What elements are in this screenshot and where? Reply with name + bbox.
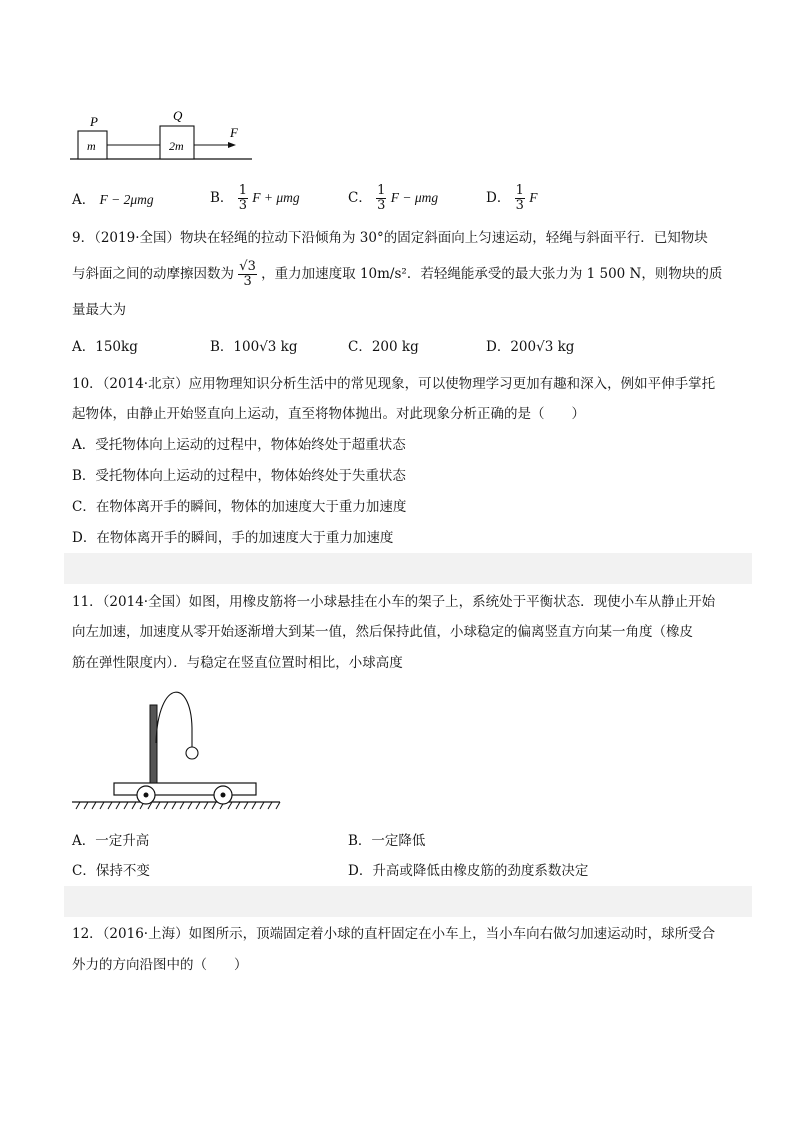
q12-line-2: 外力的方向沿图中的（ ） [72, 957, 248, 973]
q8-b-fraction: $\frac{1}{3}$ [238, 183, 247, 213]
cart-pendulum-diagram [70, 685, 285, 815]
q9-line-2-post: ，重力加速度取 10m/s²．若轻绳能承受的最大张力为 1 500 N，则物块的质 [261, 266, 723, 282]
q8-c-label: C． [348, 190, 372, 206]
q8-a-text: F − 2μmg [99, 192, 154, 207]
q9-line-1: 9．（2019·全国）物块在轻绳的拉动下沿倾角为 30°的固定斜面向上匀速运动，轻绳与斜面平行．已知物块 [72, 230, 708, 246]
q8-option-c[interactable] [348, 184, 438, 213]
q8-c-text: F − μmg [390, 190, 439, 205]
q9-line-2 [72, 260, 722, 289]
q11-line-3: 筋在弹性限度内）．与稳定在竖直位置时相比，小球高度 [72, 655, 403, 671]
q8-a-label: A． [72, 192, 96, 208]
q8-option-b[interactable] [210, 184, 300, 213]
q8-d-text: F [529, 190, 538, 205]
blocks-pulling-diagram [70, 108, 260, 170]
label-q: Q [173, 108, 183, 123]
force-label: F [230, 125, 238, 140]
q9-option-b[interactable]: B．100√3 kg [210, 339, 298, 355]
q8-b-text: F + μmg [252, 190, 300, 205]
q8-option-a[interactable] [72, 190, 154, 210]
answer-band-q11 [64, 886, 752, 917]
q10-option-b[interactable]: B．受托物体向上运动的过程中，物体始终处于失重状态 [72, 468, 406, 484]
q10-option-d[interactable]: D．在物体离开手的瞬间，手的加速度大于重力加速度 [72, 530, 394, 546]
q10-line-1: 10．（2014·北京）应用物理知识分析生活中的常见现象，可以使物理学习更加有趣和深入，例如平伸手掌托 [72, 376, 716, 392]
q8-b-label: B． [210, 190, 234, 206]
q8-option-d[interactable] [486, 184, 537, 213]
mass-p: m [87, 139, 96, 153]
q9-option-d[interactable]: D．200√3 kg [486, 339, 575, 355]
q9-line-2-pre: 与斜面之间的动摩擦因数为 [72, 266, 234, 282]
q9-option-a[interactable]: A．150kg [72, 339, 138, 355]
mass-q: 2m [169, 139, 184, 153]
q11-option-a[interactable]: A．一定升高 [72, 833, 150, 849]
q8-d-fraction: $\frac{1}{3}$ [515, 183, 524, 213]
q9-option-c[interactable]: C．200 kg [348, 339, 419, 355]
q11-line-2: 向左加速，加速度从零开始逐渐增大到某一值，然后保持此值，小球稳定的偏离竖直方向某一角度（橡皮 [72, 624, 693, 640]
q12-line-1: 12．（2016·上海）如图所示，顶端固定着小球的直杆固定在小车上，当小车向右做匀加速运动时，球所受合 [72, 926, 716, 942]
q10-option-c[interactable]: C．在物体离开手的瞬间，物体的加速度大于重力加速度 [72, 499, 407, 515]
label-p: P [90, 114, 98, 129]
q11-option-c[interactable]: C．保持不变 [72, 863, 150, 879]
q10-option-a[interactable]: A．受托物体向上运动的过程中，物体始终处于超重状态 [72, 437, 406, 453]
q11-line-1: 11．（2014·全国）如图，用橡皮筋将一小球悬挂在小车的架子上，系统处于平衡状态．现使小车从静止开始 [72, 594, 716, 610]
q11-option-d[interactable]: D．升高或降低由橡皮筋的劲度系数决定 [348, 863, 589, 879]
q11-option-b[interactable]: B．一定降低 [348, 833, 426, 849]
q8-c-fraction: $\frac{1}{3}$ [377, 183, 386, 213]
q8-d-label: D． [486, 190, 511, 206]
q9-mu-fraction: $\frac{√3}{3}$ [239, 259, 256, 289]
answer-band-q10 [64, 553, 752, 584]
q10-line-2: 起物体，由静止开始竖直向上运动，直至将物体抛出。对此现象分析正确的是（ ） [72, 406, 585, 422]
q9-line-3: 量最大为 [72, 302, 126, 318]
